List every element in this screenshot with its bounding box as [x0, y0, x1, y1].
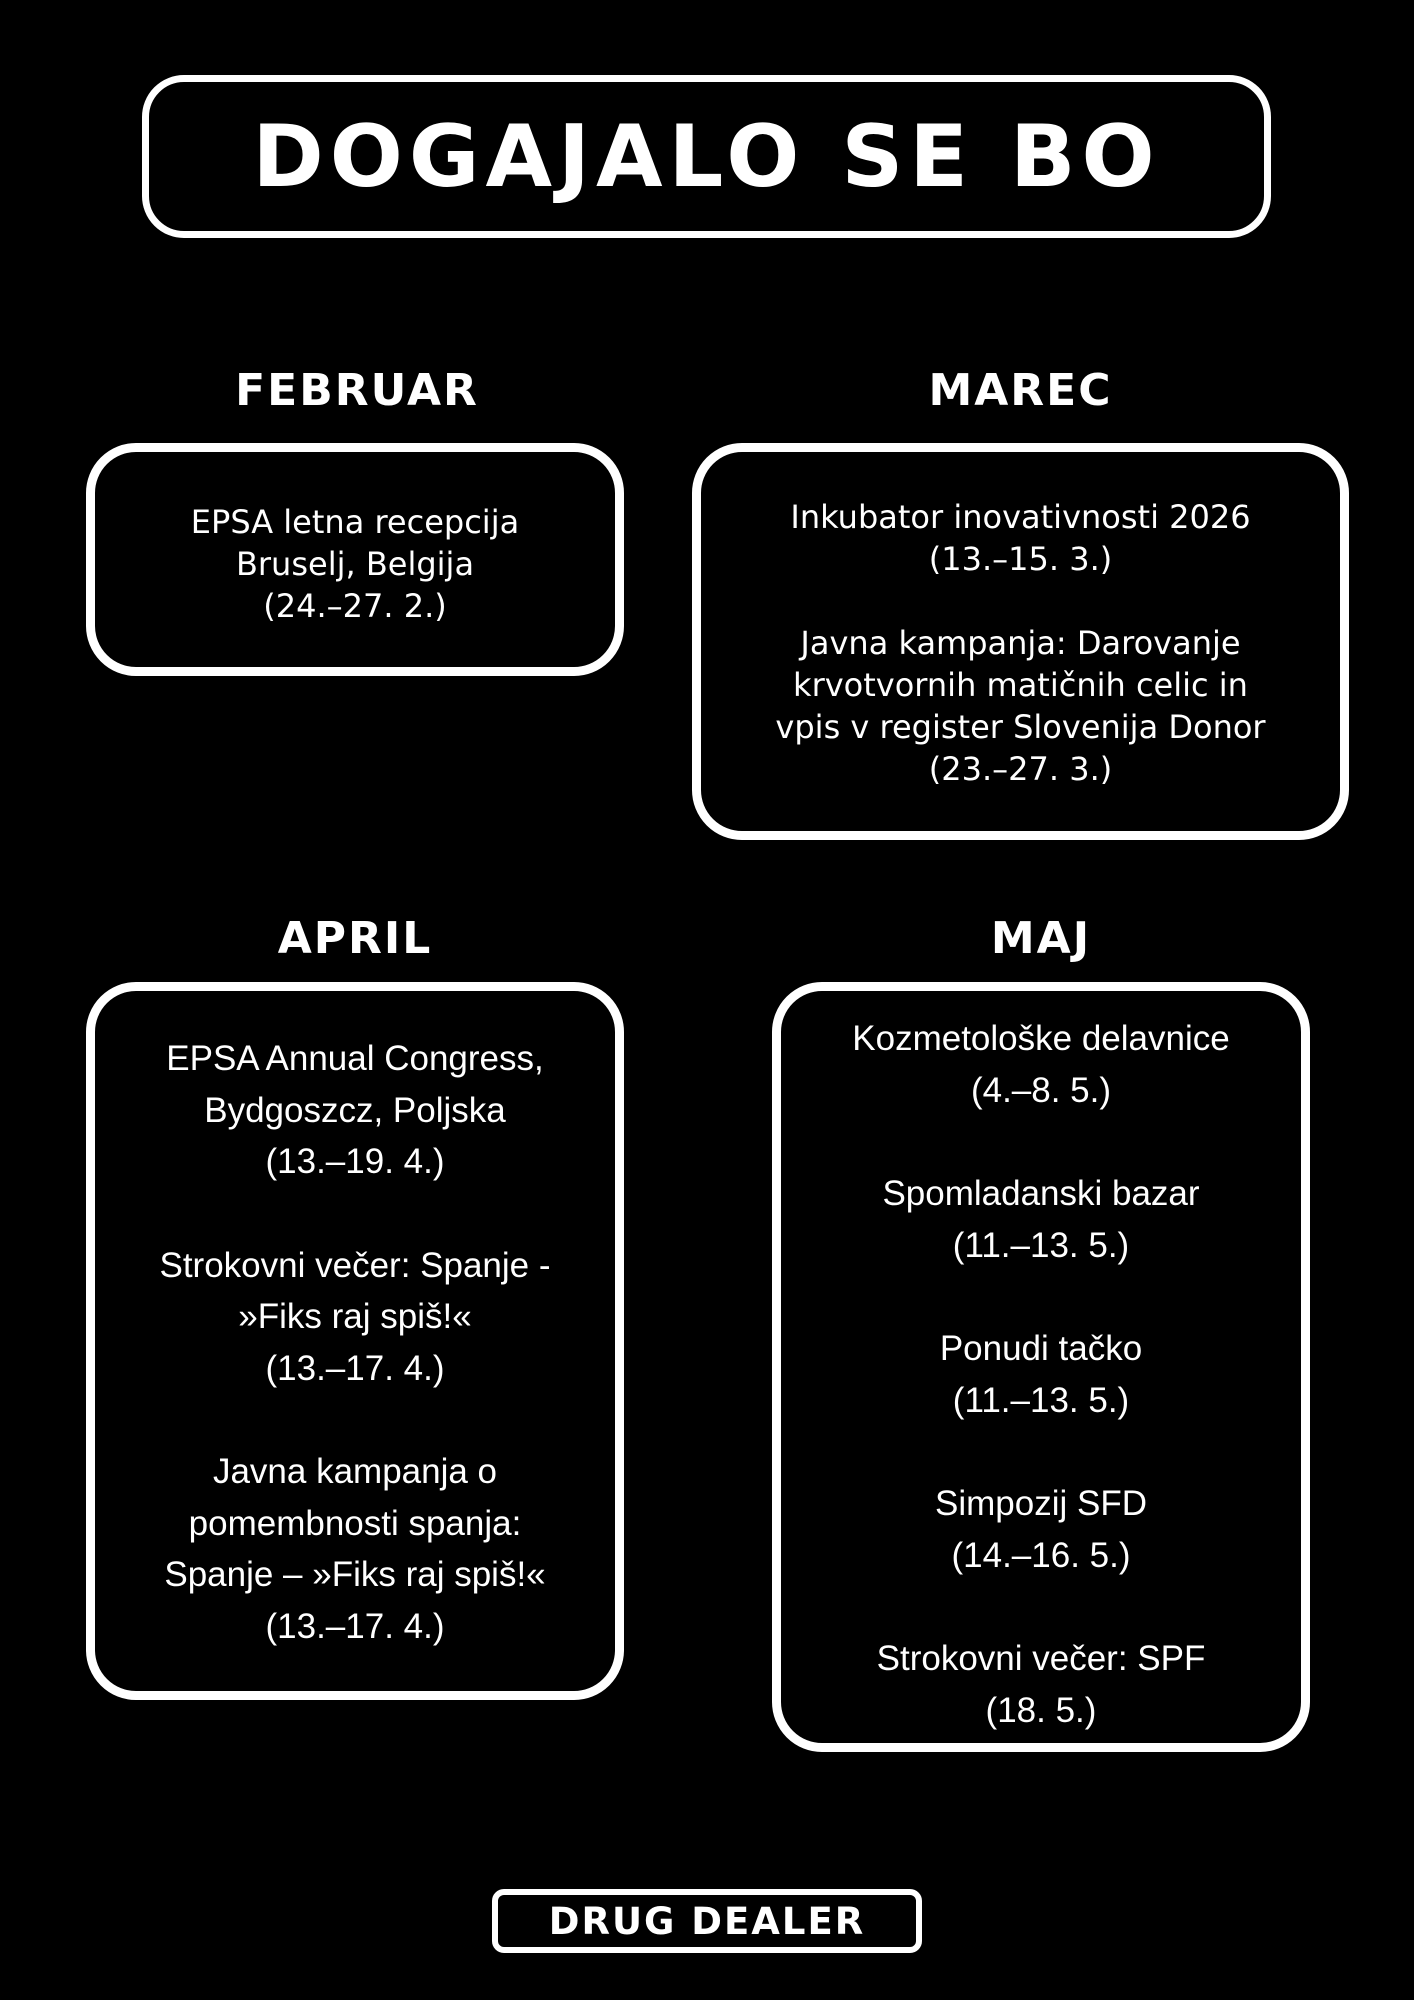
event-line: vpis v register Slovenija Donor — [775, 708, 1266, 746]
title-frame — [142, 75, 1271, 238]
event-line: Simpozij SFD — [935, 1484, 1147, 1523]
event-line: »Fiks raj spiš!« — [238, 1297, 472, 1336]
event-card-marec — [692, 443, 1349, 840]
event-item — [95, 1033, 615, 1188]
month-heading-maj: MAJ — [990, 913, 1092, 964]
event-item — [781, 1323, 1301, 1426]
event-line: Inkubator inovativnosti 2026 — [790, 498, 1251, 536]
event-line: EPSA letna recepcija — [190, 503, 520, 541]
event-date: (13.–17. 4.) — [265, 1348, 445, 1388]
event-item — [781, 1478, 1301, 1581]
event-line: Javna kampanja o — [212, 1452, 498, 1491]
event-item — [701, 622, 1340, 790]
event-card-februar — [86, 443, 624, 676]
event-line: krvotvornih matičnih celic in — [793, 666, 1248, 704]
event-line: Spanje – »Fiks raj spiš!« — [164, 1555, 546, 1594]
footer-logo-text: DRUG DEALER — [548, 1899, 866, 1943]
event-line: Bydgoszcz, Poljska — [204, 1090, 506, 1130]
month-heading-marec: MAREC — [928, 365, 1113, 416]
event-date: (11.–13. 5.) — [952, 1380, 1130, 1420]
event-line: EPSA Annual Congress, — [166, 1039, 544, 1078]
event-item — [95, 501, 615, 627]
event-card-maj — [772, 982, 1310, 1752]
event-date: (11.–13. 5.) — [952, 1225, 1130, 1265]
event-item — [701, 496, 1340, 580]
event-line: Ponudi tačko — [939, 1329, 1143, 1368]
event-date: (13.–17. 4.) — [265, 1606, 445, 1646]
event-line: Strokovni večer: SPF — [876, 1639, 1206, 1678]
event-date: (23.–27. 3.) — [928, 750, 1113, 788]
event-date: (18. 5.) — [985, 1690, 1097, 1730]
event-date: (14.–16. 5.) — [951, 1535, 1131, 1575]
event-date: (13.–15. 3.) — [928, 540, 1113, 578]
event-line: Kozmetološke delavnice — [852, 1019, 1230, 1058]
event-item — [781, 1013, 1301, 1116]
event-item — [781, 1633, 1301, 1736]
event-line: Spomladanski bazar — [882, 1174, 1200, 1213]
event-line: pomembnosti spanja: — [188, 1503, 522, 1543]
event-item — [95, 1240, 615, 1395]
event-date: (24.–27. 2.) — [263, 587, 447, 625]
event-date: (4.–8. 5.) — [970, 1070, 1112, 1110]
event-line: Strokovni večer: Spanje - — [159, 1245, 551, 1285]
event-line: Javna kampanja: Darovanje — [800, 624, 1241, 662]
event-item — [95, 1446, 615, 1652]
month-heading-februar: FEBRUAR — [235, 365, 479, 416]
event-line: Bruselj, Belgija — [235, 545, 475, 583]
event-card-april — [86, 982, 624, 1700]
event-item — [781, 1168, 1301, 1271]
event-date: (13.–19. 4.) — [265, 1142, 445, 1181]
page-title: DOGAJALO SE BO — [252, 106, 1161, 207]
footer-logo — [492, 1889, 922, 1953]
month-heading-april: APRIL — [277, 913, 433, 964]
